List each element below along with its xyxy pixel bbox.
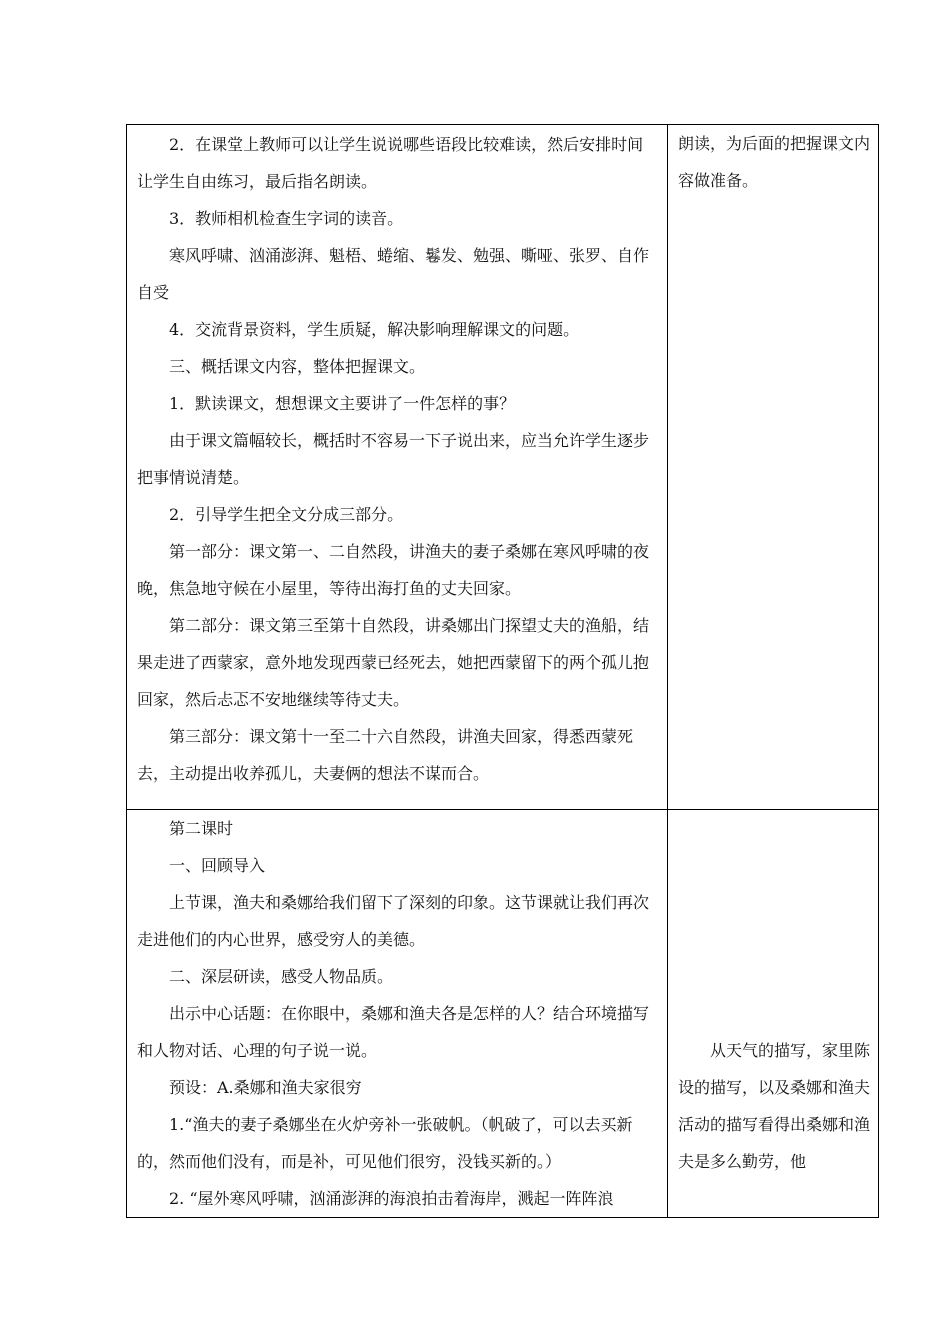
- table-row: [127, 810, 879, 1218]
- paragraph: 1.“渔夫的妻子桑娜坐在火炉旁补一张破帆。（帆破了，可以去买新的，然而他们没有，而是补，可见他们很穷，没钱买新的。）: [137, 1115, 633, 1171]
- paragraph: 2．引导学生把全文分成三部分。: [169, 505, 404, 524]
- paragraph: 1．默读课文，想想课文主要讲了一件怎样的事？: [169, 394, 516, 413]
- lesson-plan-table: [126, 124, 879, 1218]
- design-intent-text: 朗读，为后面的把握课文内容做准备。: [678, 134, 871, 190]
- paragraph: 一、回顾导入: [169, 856, 266, 875]
- paragraph: 第三部分：课文第十一至二十六自然段，讲渔夫回家，得悉西蒙死去，主动提出收养孤儿，夫妻俩的想法不谋而合。: [137, 727, 634, 783]
- table-row: [127, 125, 879, 810]
- paragraph: 2．在课堂上教师可以让学生说说哪些语段比较难读，然后安排时间让学生自由练习，最后指名朗读。: [137, 135, 644, 191]
- paragraph: 第一部分：课文第一、二自然段，讲渔夫的妻子桑娜在寒风呼啸的夜晚，焦急地守候在小屋里，等待出海打鱼的丈夫回家。: [137, 542, 650, 598]
- intent-cell: [668, 125, 879, 810]
- intent-cell: [668, 810, 879, 1218]
- design-intent-text: 从天气的描写，家里陈设的描写，以及桑娜和渔夫活动的描写看得出桑娜和渔夫是多么勤劳，他: [678, 1041, 871, 1171]
- paragraph: 寒风呼啸、汹涌澎湃、魁梧、蜷缩、鬈发、勉强、嘶哑、张罗、自作自受: [137, 246, 650, 302]
- procedure-cell: [127, 125, 668, 810]
- paragraph: 预设：A.桑娜和渔夫家很穷: [169, 1078, 362, 1097]
- paragraph: 第二部分：课文第三至第十自然段，讲桑娜出门探望丈夫的渔船，结果走进了西蒙家，意外地发现西蒙已经死去，她把西蒙留下的两个孤儿抱回家，然后忐忑不安地继续等待丈夫。: [137, 616, 650, 709]
- paragraph: 三、概括课文内容，整体把握课文。: [169, 357, 426, 376]
- paragraph: 由于课文篇幅较长，概括时不容易一下子说出来，应当允许学生逐步把事情说清楚。: [137, 431, 650, 487]
- paragraph: 出示中心话题：在你眼中，桑娜和渔夫各是怎样的人？结合环境描写和人物对话、心理的句子说一说。: [137, 1004, 650, 1060]
- paragraph: 二、深层研读，感受人物品质。: [169, 967, 394, 986]
- paragraph: 3．教师相机检查生字词的读音。: [169, 209, 404, 228]
- paragraph: 上节课，渔夫和桑娜给我们留下了深刻的印象。这节课就让我们再次走进他们的内心世界，感受穷人的美德。: [137, 893, 650, 949]
- procedure-cell: [127, 810, 668, 1218]
- paragraph: 2. “屋外寒风呼啸，汹涌澎湃的海浪拍击着海岸，溅起一阵阵浪: [169, 1189, 614, 1208]
- section-title: 第二课时: [169, 819, 234, 838]
- paragraph: 4．交流背景资料，学生质疑，解决影响理解课文的问题。: [169, 320, 580, 339]
